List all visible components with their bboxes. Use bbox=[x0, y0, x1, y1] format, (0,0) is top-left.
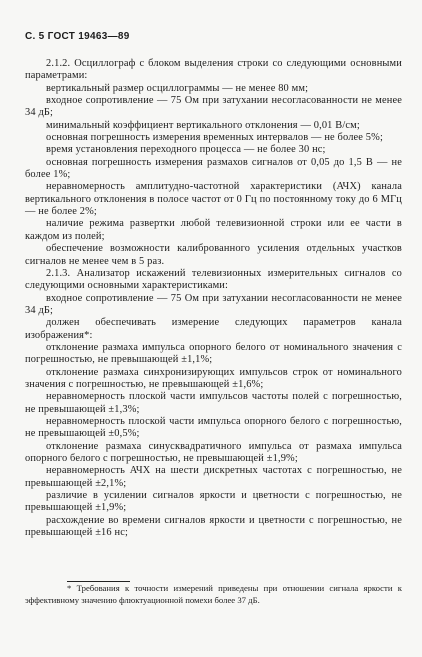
paragraph: отклонение размаха синхронизирующих импульсов строк от номинального значения с погрешностью, не превышающей ±1,6%; bbox=[25, 366, 402, 390]
paragraph: 2.1.3. Анализатор искажений телевизионных измерительных сигналов со следующими основными характеристиками: bbox=[25, 267, 402, 292]
footnote bbox=[25, 583, 402, 606]
paragraph: основная погрешность измерения временных интервалов — не более 5%; bbox=[46, 132, 383, 144]
footnote-text: * Требования к точности измерений приведены при отношении сигнала яркости к эффективному значению флюктуационной помехи более 37 дБ. bbox=[25, 583, 402, 605]
paragraph: вертикальный размер осциллограммы — не менее 80 мм; bbox=[46, 82, 309, 94]
paragraph: обеспечение возможности калиброванного усиления отдельных участков сигналов не менее чем в 5 раз. bbox=[25, 243, 402, 267]
paragraph: минимальный коэффициент вертикального отклонения — 0,01 В/см; bbox=[46, 119, 360, 131]
footnote-divider bbox=[67, 581, 130, 582]
paragraph: расхождение во времени сигналов яркости и цветности с погрешностью, не превышающей ±16 нс; bbox=[25, 514, 402, 539]
paragraph: различие в усилении сигналов яркости и цветности с погрешностью, не превышающей ±1,9%; bbox=[25, 490, 402, 514]
paragraph: 2.1.2. Осциллограф с блоком выделения строки со следующими основными параметрами: bbox=[25, 58, 402, 82]
paragraph: основная погрешность измерения размахов сигналов от 0,05 до 1,5 В — не более 1%; bbox=[25, 156, 402, 181]
page-header: С. 5 ГОСТ 19463—89 bbox=[25, 31, 130, 42]
paragraph: должен обеспечивать измерение следующих параметров канала изображения*: bbox=[25, 317, 402, 341]
paragraph: входное сопротивление — 75 Ом при затухании несогласованности не менее 34 дБ; bbox=[25, 292, 402, 316]
paragraph: неравномерность плоской части импульсов частоты полей с погрешностью, не превышающей ±1,3%; bbox=[25, 391, 402, 415]
body-text bbox=[25, 58, 402, 539]
paragraph: неравномерность АЧХ на шести дискретных частотах с погрешностью, не превышающей ±2,1%; bbox=[25, 465, 402, 489]
paragraph: неравномерность амплитудно-частотной характеристики (АЧХ) канала вертикального отклонения в полосе частот от 0 Гц по постоянному току до 6 МГц — не более 2%; bbox=[25, 181, 402, 218]
paragraph: время установления переходного процесса — не более 30 нс; bbox=[46, 144, 326, 156]
paragraph: отклонение размаха импульса опорного белого от номинального значения с погрешностью, не превышающей ±1,1%; bbox=[25, 341, 402, 366]
paragraph: неравномерность плоской части импульса опорного белого с погрешностью, не превышающей ±0,5%; bbox=[25, 415, 402, 440]
paragraph: отклонение размаха синусквадратичного импульса от размаха импульса опорного белого с погрешностью, не превышающей ±1,9%; bbox=[25, 440, 402, 464]
paragraph: входное сопротивление — 75 Ом при затухании несогласованности не менее 34 дБ; bbox=[25, 95, 402, 119]
paragraph: наличие режима развертки любой телевизионной строки или ее части в каждом из полей; bbox=[25, 218, 402, 242]
